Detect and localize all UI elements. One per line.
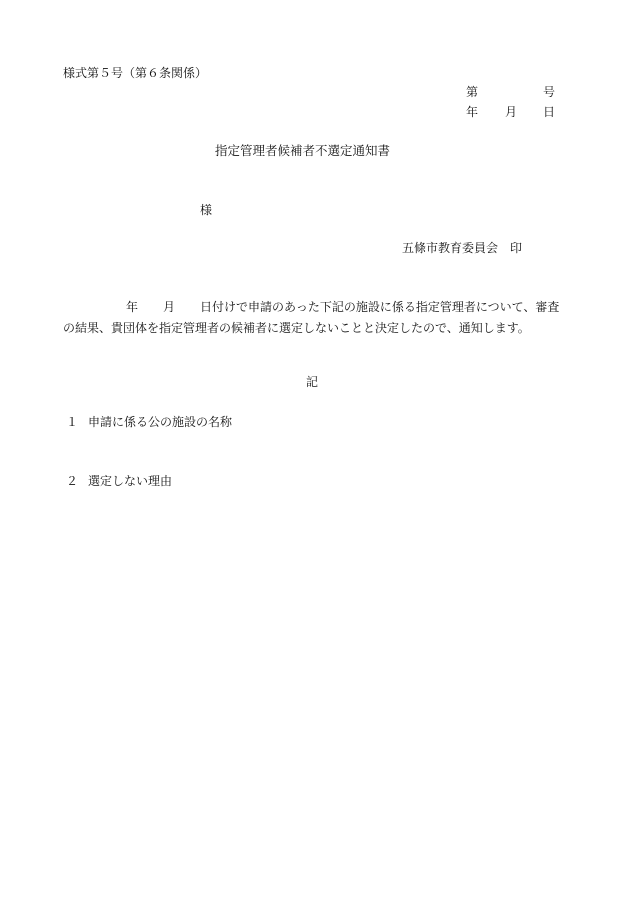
item-number: １ [66, 415, 79, 429]
body-month: 月 [163, 300, 176, 314]
body-year: 年 [126, 300, 139, 314]
body-paragraph [63, 297, 563, 339]
item-label: 申請に係る公の施設の名称 [88, 415, 233, 429]
list-item [66, 416, 232, 428]
item-label: 選定しない理由 [88, 474, 173, 488]
document-title: 指定管理者候補者不選定通知書 [215, 143, 391, 158]
date-year: 年 [466, 105, 479, 119]
issuer-name: 五條市教育委員会 印 [402, 241, 523, 255]
list-item [66, 475, 172, 487]
addressee-suffix: 様 [200, 203, 213, 217]
item-number: ２ [66, 474, 79, 488]
date-month: 月 [505, 105, 518, 119]
date-day: 日 [543, 105, 556, 119]
number-suffix: 号 [543, 85, 556, 99]
ki-heading: 記 [306, 375, 319, 389]
form-label: 様式第５号（第６条関係） [63, 66, 208, 80]
body-text: 日付けで申請のあった下記の施設に係る指定管理者について、審査の結果、貴団体を指定管理者の候補者に選定しないことと決定したので、通知します。 [63, 300, 560, 335]
number-prefix: 第 [466, 85, 479, 99]
